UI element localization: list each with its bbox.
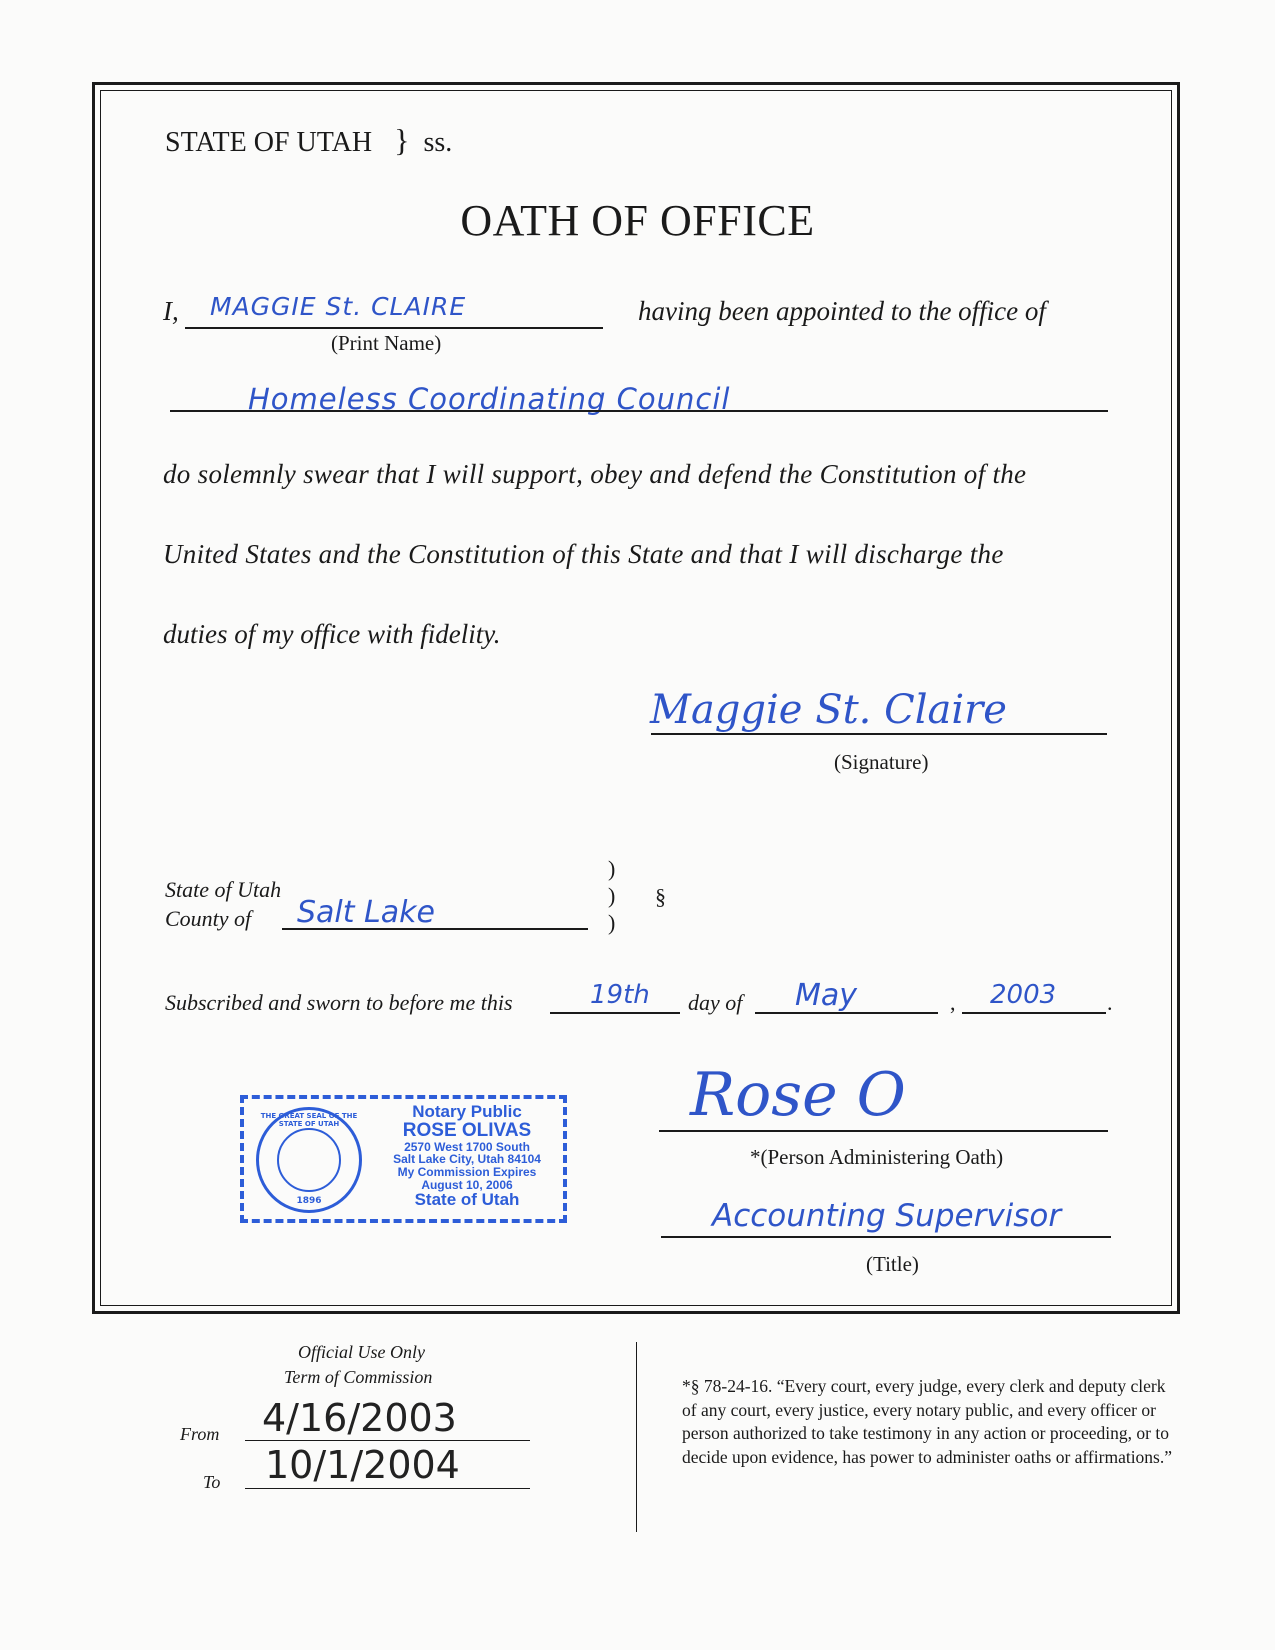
state-seal-icon — [256, 1107, 362, 1213]
brace: } — [394, 122, 410, 158]
month-handwritten: May — [795, 978, 858, 1013]
title-label: (Title) — [866, 1252, 919, 1276]
stamp-line-2: ROSE OLIVAS — [402, 1119, 532, 1141]
venue-state-label: State of Utah — [165, 877, 282, 902]
appointed-text: having been appointed to the office of — [638, 296, 1046, 326]
date-comma: , — [950, 990, 956, 1015]
page-title: OATH OF OFFICE — [460, 196, 815, 245]
venue-paren-1: ) — [608, 856, 616, 881]
oath-line-2: United States and the Constitution of this State and that I will discharge the — [163, 539, 1004, 569]
stamp-text-block — [372, 1103, 562, 1209]
stamp-line-4: Salt Lake City, Utah 84104 — [393, 1152, 541, 1167]
year-line — [962, 1012, 1106, 1014]
administrator-signature-handwritten: Rose O — [690, 1060, 906, 1130]
stamp-line-6: August 10, 2006 — [421, 1177, 513, 1192]
year-handwritten: 2003 — [990, 980, 1057, 1010]
venue-paren-2: ) — [608, 883, 616, 908]
signature-line — [651, 733, 1107, 735]
from-label: From — [180, 1424, 220, 1444]
seal-beehive-icon — [277, 1128, 341, 1192]
office-handwritten: Homeless Coordinating Council — [248, 382, 731, 416]
county-handwritten: Salt Lake — [297, 895, 435, 930]
from-line — [245, 1440, 530, 1441]
day-line — [550, 1012, 680, 1014]
to-label: To — [203, 1472, 221, 1492]
title-handwritten: Accounting Supervisor — [712, 1198, 1062, 1234]
date-period: . — [1107, 990, 1113, 1015]
name-handwritten: MAGGIE St. CLAIRE — [210, 292, 467, 321]
administrator-label: *(Person Administering Oath) — [750, 1145, 1004, 1169]
from-date-handwritten: 4/16/2003 — [262, 1396, 457, 1440]
ss-text: ss. — [423, 127, 453, 158]
oath-line-1: do solemnly swear that I will support, obey and defend the Constitution of the — [163, 459, 1027, 489]
venue-county-label: County of — [165, 906, 252, 931]
seal-year: 1896 — [296, 1196, 322, 1206]
statute-footnote: *§ 78-24-16. “Every court, every judge, every clerk and deputy clerk of any court, every justice, every notary public, and every officer or person authorized to take testimony in any action or proceeding, or to decide upon evidence, has power to administer oaths or affirmations.” — [682, 1376, 1173, 1467]
print-name-label: (Print Name) — [331, 331, 442, 355]
oath-signature-handwritten: Maggie St. Claire — [650, 687, 1007, 733]
i-prefix: I, — [163, 296, 179, 326]
venue-paren-3: ) — [608, 910, 616, 935]
month-line — [755, 1012, 938, 1014]
stamp-line-7: State of Utah — [414, 1190, 520, 1210]
signature-label: (Signature) — [834, 750, 929, 774]
county-line — [282, 928, 588, 930]
to-line — [245, 1488, 530, 1489]
seal-text-top: THE GREAT SEAL OF THE STATE OF UTAH — [260, 1112, 358, 1128]
term-heading: Term of Commission — [284, 1367, 433, 1387]
subscribed-prefix: Subscribed and sworn to before me this — [165, 990, 513, 1015]
to-date-handwritten: 10/1/2004 — [265, 1443, 460, 1487]
day-handwritten: 19th — [590, 980, 650, 1010]
administrator-line — [659, 1130, 1108, 1132]
day-of-text: day of — [688, 990, 743, 1015]
footer-divider — [636, 1342, 637, 1532]
section-mark: § — [655, 884, 666, 909]
official-use-heading: Official Use Only — [298, 1342, 425, 1362]
state-line: STATE OF UTAH — [165, 127, 373, 158]
name-line — [185, 327, 603, 329]
office-line — [170, 410, 1108, 412]
notary-stamp — [240, 1095, 567, 1223]
stamp-line-5: My Commission Expires — [397, 1164, 537, 1179]
stamp-line-1: Notary Public — [412, 1102, 522, 1121]
stamp-line-3: 2570 West 1700 South — [404, 1139, 530, 1154]
state-heading — [165, 122, 452, 159]
oath-line-3: duties of my office with fidelity. — [163, 619, 501, 649]
title-line — [661, 1236, 1111, 1238]
